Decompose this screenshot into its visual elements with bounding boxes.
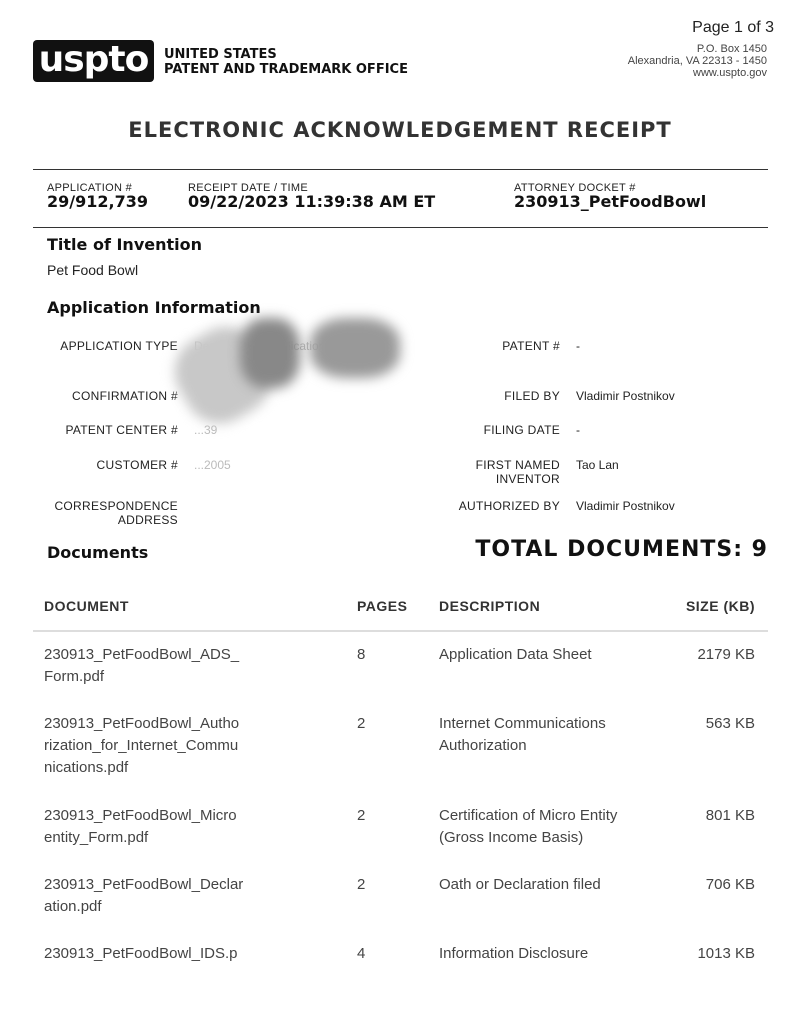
receipt-date-label: RECEIPT DATE / TIME <box>188 182 308 194</box>
document-description <box>439 713 606 757</box>
document-name-line: 230913_PetFoodBowl_Autho <box>44 715 240 732</box>
total-documents: TOTAL DOCUMENTS: 9 <box>475 537 768 562</box>
application-number-label: APPLICATION # <box>47 182 132 194</box>
correspondence-label-line-2: ADDRESS <box>117 513 178 527</box>
receipt-date: 09/22/2023 11:39:38 AM ET <box>188 192 436 211</box>
document-name <box>44 874 243 918</box>
column-description: DESCRIPTION <box>439 598 541 614</box>
column-pages: PAGES <box>357 598 408 614</box>
document-name-line: rization_for_Internet_Commu <box>44 737 239 754</box>
column-document: DOCUMENT <box>44 598 129 614</box>
filing-date-label: FILING DATE <box>483 423 560 437</box>
document-size: 2179 KB <box>697 646 755 663</box>
correspondence-address-label <box>40 499 178 527</box>
agency-line-1: UNITED STATES <box>164 47 277 62</box>
document-name-line: 230913_PetFoodBowl_Declar <box>44 876 244 893</box>
document-description: Application Data Sheet <box>439 646 592 663</box>
confirmation-label: CONFIRMATION # <box>72 389 178 403</box>
redaction-mark <box>240 318 300 388</box>
document-name-line: entity_Form.pdf <box>44 829 149 846</box>
document-pages: 2 <box>357 807 366 824</box>
document-size: 801 KB <box>705 807 755 824</box>
filing-date-value: - <box>576 423 580 437</box>
page-indicator: Page 1 of 3 <box>692 19 774 36</box>
document-name-line: 230913_PetFoodBowl_Micro <box>44 807 237 824</box>
document-name-line: nications.pdf <box>44 759 129 776</box>
document-pages: 8 <box>357 646 366 663</box>
patent-number-value: - <box>576 339 580 353</box>
document-name <box>44 805 237 849</box>
application-info-heading: Application Information <box>47 298 261 317</box>
document-size: 1013 KB <box>697 945 755 962</box>
document-description: Oath or Declaration filed <box>439 876 601 893</box>
attorney-docket-label: ATTORNEY DOCKET # <box>514 182 636 194</box>
first-inventor-label-line-2: INVENTOR <box>495 472 560 486</box>
document-size: 706 KB <box>705 876 755 893</box>
address-line-1: P.O. Box 1450 <box>696 43 767 55</box>
correspondence-label-line-1: CORRESPONDENCE <box>54 499 178 513</box>
patent-number-label: PATENT # <box>502 339 560 353</box>
document-description: Information Disclosure <box>439 945 589 962</box>
filed-by-label: FILED BY <box>504 389 560 403</box>
uspto-logo: uspto <box>33 40 154 82</box>
office-address <box>628 43 767 79</box>
divider-summary <box>33 227 768 228</box>
application-number: 29/912,739 <box>47 192 148 211</box>
patent-center-label: PATENT CENTER # <box>65 423 178 437</box>
customer-number-value: ...2005 <box>194 458 231 472</box>
first-inventor-label-line-1: FIRST NAMED <box>475 458 560 472</box>
document-name <box>44 644 239 688</box>
column-size: SIZE (KB) <box>685 598 755 614</box>
document-name <box>44 713 239 779</box>
document-pages: 2 <box>357 715 366 732</box>
filed-by-value: Vladimir Postnikov <box>576 389 675 403</box>
patent-center-value: ...39 <box>194 423 218 437</box>
document-name: 230913_PetFoodBowl_IDS.p <box>44 945 238 962</box>
divider-table-header <box>33 630 768 632</box>
document-description-line: Certification of Micro Entity <box>439 807 618 824</box>
page-title: ELECTRONIC ACKNOWLEDGEMENT RECEIPT <box>128 118 672 142</box>
first-inventor-label <box>440 458 560 486</box>
authorized-by-value: Vladimir Postnikov <box>576 499 675 513</box>
application-type-label: APPLICATION TYPE <box>60 339 178 353</box>
document-pages: 2 <box>357 876 366 893</box>
agency-name <box>164 47 408 77</box>
document-description-line: Authorization <box>439 737 527 754</box>
agency-line-2: PATENT AND TRADEMARK OFFICE <box>164 62 408 77</box>
document-description <box>439 805 617 849</box>
divider-top <box>33 169 768 170</box>
document-name-line: Form.pdf <box>44 668 105 685</box>
document-size: 563 KB <box>705 715 755 732</box>
invention-title: Pet Food Bowl <box>47 262 139 278</box>
document-name-line: ation.pdf <box>44 898 102 915</box>
first-inventor-value: Tao Lan <box>576 458 619 472</box>
document-pages: 4 <box>357 945 366 962</box>
document-description-line: Internet Communications <box>439 715 606 732</box>
invention-heading: Title of Invention <box>47 235 203 254</box>
authorized-by-label: AUTHORIZED BY <box>458 499 560 513</box>
document-description-line: (Gross Income Basis) <box>439 829 584 846</box>
documents-heading: Documents <box>47 543 149 562</box>
address-line-2: Alexandria, VA 22313 - 1450 <box>627 55 767 67</box>
redaction-mark <box>310 318 400 378</box>
address-line-3: www.uspto.gov <box>693 67 767 79</box>
attorney-docket: 230913_PetFoodBowl <box>514 192 707 211</box>
document-name-line: 230913_PetFoodBowl_ADS_ <box>44 646 240 663</box>
customer-number-label: CUSTOMER # <box>96 458 178 472</box>
